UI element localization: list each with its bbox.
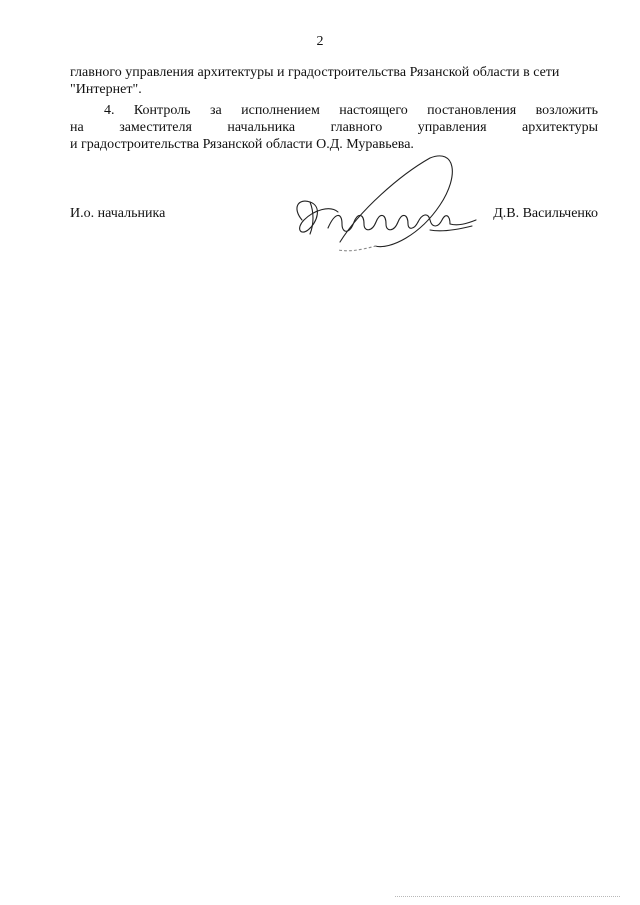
paragraph-line: главного управления архитектуры и градостроительства Рязанской области в сети <box>70 65 560 80</box>
paragraph-continuation <box>70 64 598 98</box>
word: главного <box>330 120 383 135</box>
handwritten-signature <box>280 150 480 265</box>
bottom-dotted-line <box>395 896 620 897</box>
word: начальника <box>227 120 296 135</box>
signatory-name: Д.В. Васильченко <box>493 206 598 221</box>
signatory-title: И.о. начальника <box>70 206 166 221</box>
word: управления <box>417 120 487 135</box>
word: архитектуры <box>522 120 598 135</box>
word: заместителя <box>119 120 192 135</box>
paragraph-line: 4. Контроль за исполнением настоящего постановления возложить <box>104 103 598 118</box>
paragraph-4 <box>70 102 598 153</box>
page-number: 2 <box>316 34 324 49</box>
paragraph-line-justified <box>70 119 598 136</box>
word: на <box>70 120 84 135</box>
paragraph-line: и градостроительства Рязанской области О.Д. Муравьева. <box>70 137 414 152</box>
paragraph-line: "Интернет". <box>70 82 142 97</box>
